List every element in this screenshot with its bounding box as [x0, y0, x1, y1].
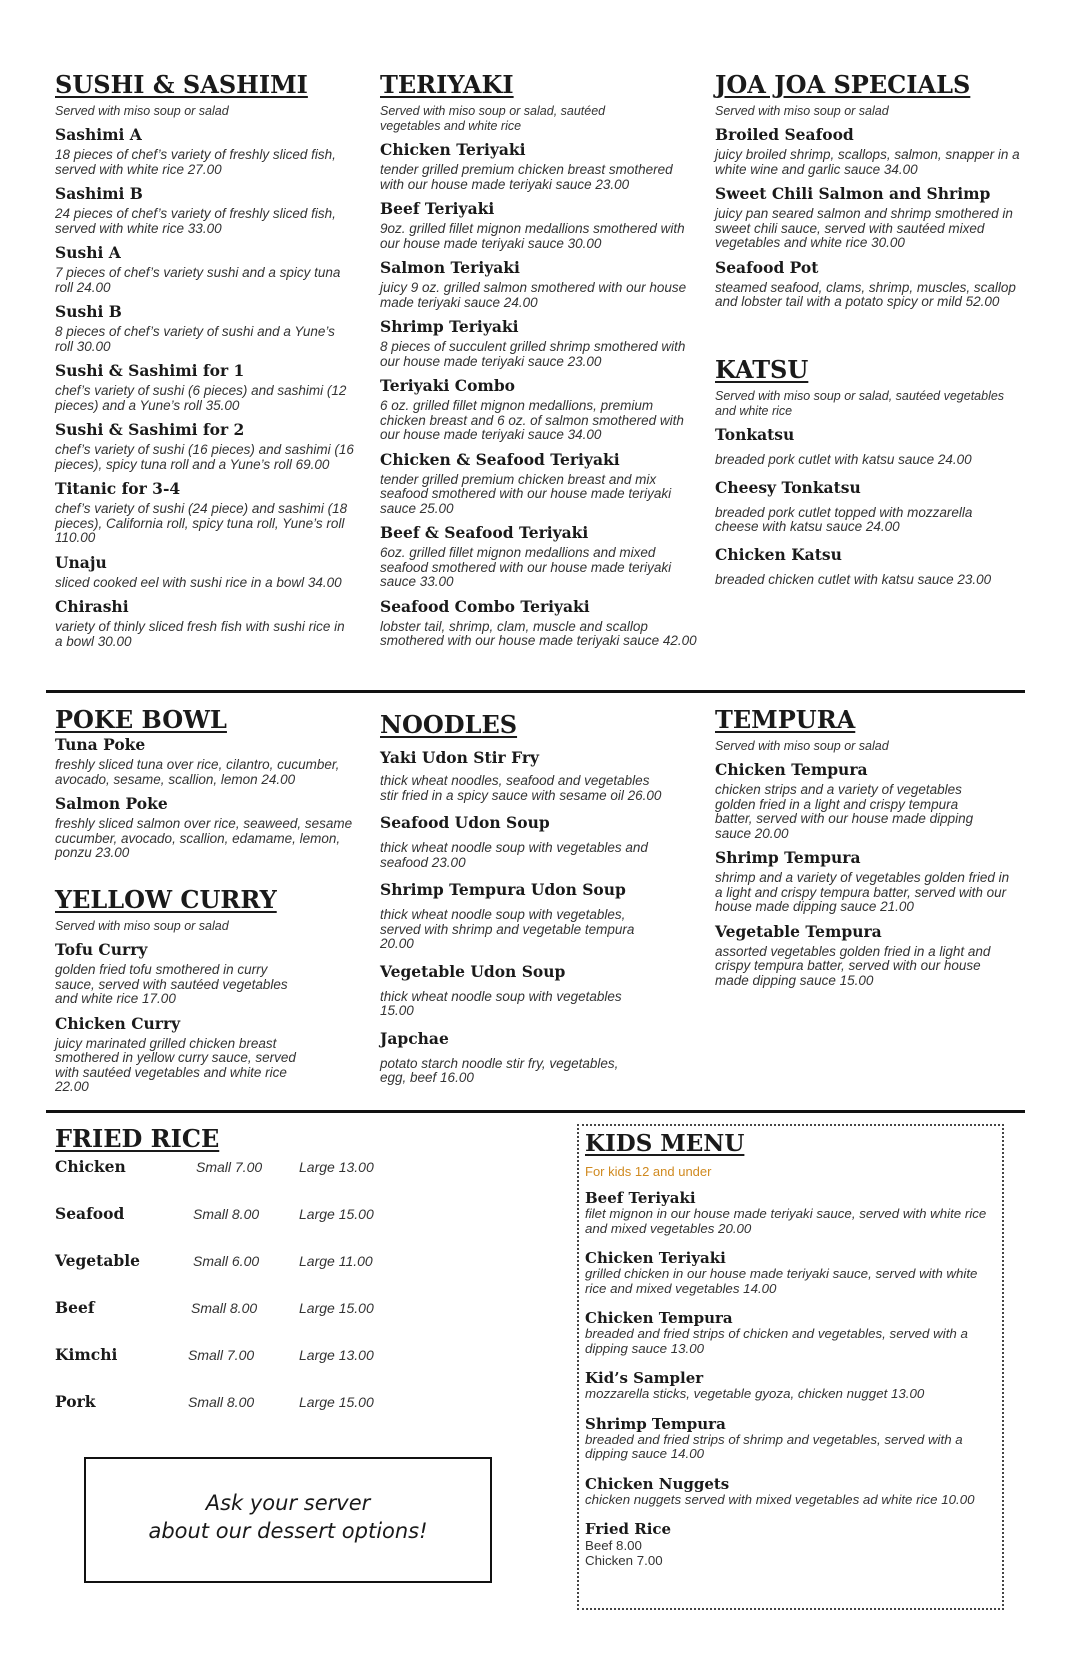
item-name: Teriyaki Combo [380, 376, 515, 395]
kids-menu-subtitle: For kids 12 and under [585, 1164, 712, 1179]
kids-menu-box [577, 1124, 1004, 1610]
menu-item [55, 1014, 310, 1095]
section-katsu [715, 355, 1027, 594]
menu-item [55, 302, 355, 354]
item-desc: breaded pork cutlet with katsu sauce 24.00 [715, 452, 972, 467]
menu-item [380, 523, 698, 590]
kids-item [585, 1250, 996, 1296]
fried-rice-row [55, 1204, 415, 1224]
item-name: Sashimi A [55, 125, 142, 144]
item-name: Chicken & Seafood Teriyaki [380, 449, 620, 469]
section-noodles [380, 710, 670, 1093]
item-desc: chef’s variety of sushi (16 pieces) and sashimi (16 pieces), spicy tuna roll and a Yune’s roll 69.00 [55, 442, 354, 472]
kids-fried-rice-beef: Beef 8.00 [585, 1538, 642, 1553]
menu-item [380, 450, 698, 517]
dessert-notice-box [84, 1457, 492, 1583]
fried-rice-large-price: Large 15.00 [299, 1206, 374, 1222]
item-desc: lobster tail, shrimp, clam, muscle and scallop smothered with our house made teriyaki sauce 42.00 [380, 618, 697, 648]
dessert-line-2: about our dessert options! [148, 1519, 428, 1543]
fried-rice-row [55, 1392, 415, 1412]
menu-item [380, 962, 670, 1019]
section-subtitle: Served with miso soup or salad, sautéed vegetables and white rice [380, 104, 606, 133]
item-desc: shrimp and a variety of vegetables golden fried in a light and crispy tempura batter, served with our house made dipping sauce 21.00 [715, 870, 1010, 914]
item-name: Unaju [55, 552, 107, 572]
item-desc: 9oz. grilled fillet mignon medallions smothered with our house made teriyaki sauce 30.00 [380, 221, 685, 251]
fried-rice-large-price: Large 13.00 [299, 1347, 374, 1363]
menu-item [380, 317, 698, 369]
menu-item [715, 922, 1015, 989]
section-title: KATSU [715, 355, 809, 384]
kids-item-fried-rice [585, 1521, 996, 1568]
item-desc: juicy broiled shrimp, scallops, salmon, snapper in a white wine and garlic sauce 34.00 [715, 147, 1020, 177]
item-name: Broiled Seafood [715, 125, 854, 144]
fried-rice-large-price: Large 15.00 [299, 1300, 374, 1316]
kids-item-name: Kid’s Sampler [585, 1369, 704, 1387]
item-name: Vegetable Tempura [715, 921, 882, 941]
item-desc: juicy pan seared salmon and shrimp smothered in sweet chili sauce, served with sautéed mixed vegetables and white rice 30.00 [715, 206, 1013, 250]
item-desc: thick wheat noodle soup with vegetables and seafood 23.00 [380, 840, 648, 870]
item-name: Shrimp Tempura [715, 848, 861, 867]
menu-item [380, 597, 698, 649]
kids-item-name: Chicken Nuggets [585, 1474, 730, 1493]
menu-item [715, 184, 1027, 251]
fried-rice-row [55, 1345, 415, 1365]
item-name: Yaki Udon Stir Fry [380, 748, 539, 767]
item-name: Chicken Katsu [715, 544, 842, 564]
kids-fried-rice-chicken: Chicken 7.00 [585, 1553, 663, 1568]
item-name: Beef & Seafood Teriyaki [380, 523, 589, 542]
dessert-line-1: Ask your server [205, 1491, 371, 1515]
fried-rice-small-price: Small 8.00 [193, 1206, 260, 1222]
menu-item [380, 376, 698, 443]
menu-item [380, 140, 698, 192]
item-desc: thick wheat noodles, seafood and vegetables stir fried in a spicy sauce with sesame oil 26.00 [380, 773, 662, 803]
fried-rice-large-price: Large 11.00 [299, 1253, 373, 1269]
section-divider [46, 690, 1025, 693]
kids-item-name: Chicken Tempura [585, 1309, 733, 1327]
menu-item [55, 940, 310, 1007]
item-desc: variety of thinly sliced fresh fish with sushi rice in a bowl 30.00 [55, 619, 345, 649]
fried-rice-name: Kimchi [55, 1345, 118, 1364]
item-desc: 18 pieces of chef’s variety of freshly sliced fish, served with white rice 27.00 [55, 147, 336, 177]
item-name: Titanic for 3-4 [55, 479, 181, 498]
item-name: Shrimp Tempura Udon Soup [380, 880, 626, 899]
fried-rice-large-price: Large 15.00 [299, 1394, 374, 1410]
item-desc: freshly sliced salmon over rice, seaweed, sesame cucumber, avocado, scallion, edamame, lemon, ponzu 23.00 [55, 816, 353, 860]
item-desc: sliced cooked eel with sushi rice in a bowl 34.00 [55, 574, 342, 590]
item-desc: 6oz. grilled fillet mignon medallions and mixed seafood smothered with our house made teriyaki sauce 33.00 [380, 545, 672, 589]
fried-rice-row [55, 1157, 415, 1177]
section-teriyaki [380, 70, 698, 656]
menu-item [55, 794, 355, 861]
kids-item-name: Beef Teriyaki [585, 1189, 696, 1207]
item-desc: golden fried tofu smothered in curry sauce, served with sautéed vegetables and white rice 17.00 [55, 962, 288, 1006]
section-title: SUSHI & SASHIMI [55, 70, 308, 99]
kids-item [585, 1190, 996, 1236]
item-name: Chicken Teriyaki [380, 140, 526, 159]
fried-rice-small-price: Small 8.00 [191, 1300, 258, 1316]
menu-item [55, 184, 355, 236]
item-desc: 8 pieces of chef’s variety of sushi and a Yune’s roll 30.00 [55, 324, 335, 354]
section-poke-bowl [55, 705, 355, 868]
fried-rice-name: Vegetable [55, 1251, 140, 1270]
fried-rice-name: Pork [55, 1392, 96, 1411]
menu-item [55, 735, 355, 787]
section-divider [46, 1110, 1025, 1113]
item-name: Tuna Poke [55, 735, 146, 754]
item-desc: assorted vegetables golden fried in a light and crispy tempura batter, served with our house made dipping sauce 15.00 [715, 943, 991, 988]
item-desc: 7 pieces of chef’s variety sushi and a spicy tuna roll 24.00 [55, 265, 341, 295]
item-desc: thick wheat noodle soup with vegetables, served with shrimp and vegetable tempura 20.00 [380, 907, 635, 951]
item-name: Sashimi B [55, 184, 143, 203]
item-name: Sushi B [55, 302, 122, 321]
menu-item [715, 425, 1027, 468]
fried-rice-title: FRIED RICE [55, 1124, 220, 1153]
kids-item-desc: grilled chicken in our house made teriyaki sauce, served with white rice and mixed vegetables 14.00 [585, 1266, 978, 1296]
kids-menu-title: KIDS MENU [585, 1130, 745, 1157]
section-subtitle: Served with miso soup or salad [715, 104, 889, 118]
fried-rice-name: Chicken [55, 1157, 126, 1176]
item-desc: 6 oz. grilled fillet mignon medallions, premium chicken breast and 6 oz. of salmon smothered with our house made teriyaki sauce 34.00 [380, 398, 684, 442]
item-desc: breaded pork cutlet topped with mozzarella cheese with katsu sauce 24.00 [715, 504, 973, 534]
item-name: Beef Teriyaki [380, 199, 495, 218]
kids-item-desc: breaded and fried strips of chicken and vegetables, served with a dipping sauce 13.00 [585, 1326, 968, 1356]
kids-item-name: Fried Rice [585, 1520, 672, 1538]
menu-item [55, 479, 355, 546]
menu-item [55, 420, 355, 472]
section-subtitle: Served with miso soup or salad, sautéed vegetables and white rice [715, 389, 1005, 418]
item-name: Seafood Udon Soup [380, 813, 550, 832]
kids-item-desc: filet mignon in our house made teriyaki sauce, served with white rice and mixed vegetables 20.00 [585, 1206, 987, 1236]
item-name: Chirashi [55, 597, 129, 616]
item-name: Vegetable Udon Soup [380, 961, 566, 981]
item-name: Seafood Pot [715, 257, 819, 277]
menu-item [715, 848, 1015, 915]
kids-item-name: Chicken Teriyaki [585, 1249, 726, 1267]
item-desc: juicy 9 oz. grilled salmon smothered with our house made teriyaki sauce 24.00 [380, 280, 687, 310]
menu-item [715, 125, 1027, 177]
item-name: Chicken Tempura [715, 760, 868, 779]
item-desc: thick wheat noodle soup with vegetables 15.00 [380, 988, 622, 1018]
menu-item [55, 597, 355, 649]
fried-rice-row [55, 1298, 415, 1318]
fried-rice-small-price: Small 7.00 [196, 1159, 263, 1175]
menu-item [55, 125, 355, 177]
item-name: Sushi A [55, 243, 121, 262]
item-desc: breaded chicken cutlet with katsu sauce 23.00 [715, 571, 992, 587]
menu-item [715, 760, 1015, 841]
item-desc: chicken strips and a variety of vegetables golden fried in a light and crispy tempura batter, served with our house made dipping sauce 20.00 [715, 782, 974, 841]
menu-item [55, 361, 355, 413]
item-name: Cheesy Tonkatsu [715, 477, 861, 497]
menu-item [715, 545, 1027, 588]
menu-item [380, 199, 698, 251]
item-name: Sushi & Sashimi for 1 [55, 361, 245, 380]
section-title: JOA JOA SPECIALS [715, 70, 971, 99]
section-subtitle: Served with miso soup or salad [55, 104, 229, 118]
item-name: Japchae [380, 1028, 449, 1048]
menu-item [380, 880, 670, 952]
fried-rice-small-price: Small 8.00 [188, 1394, 255, 1410]
kids-item-desc: breaded and fried strips of shrimp and vegetables, served with a dipping sauce 14.00 [585, 1431, 963, 1461]
item-desc: chef’s variety of sushi (6 pieces) and sashimi (12 pieces) and a Yune’s roll 35.00 [55, 383, 347, 413]
item-name: Shrimp Teriyaki [380, 317, 519, 336]
kids-item-name: Shrimp Tempura [585, 1414, 726, 1433]
item-desc: juicy marinated grilled chicken breast smothered in yellow curry sauce, served with sautéed vegetables and white rice 22.00 [55, 1035, 296, 1094]
menu-item [715, 258, 1027, 310]
section-specials [715, 70, 1027, 317]
fried-rice-small-price: Small 6.00 [193, 1253, 260, 1269]
item-name: Chicken Curry [55, 1013, 181, 1033]
menu-item [380, 748, 670, 803]
menu-item [380, 1029, 670, 1086]
fried-rice-name: Beef [55, 1298, 95, 1317]
section-subtitle: Served with miso soup or salad [715, 739, 889, 753]
kids-item [585, 1310, 996, 1356]
item-name: Salmon Poke [55, 794, 168, 813]
kids-item [585, 1370, 996, 1402]
kids-item-desc: chicken nuggets served with mixed vegetables ad white rice 10.00 [585, 1491, 975, 1507]
section-title: NOODLES [380, 710, 518, 739]
section-title: TEMPURA [715, 705, 856, 734]
section-title: TERIYAKI [380, 70, 514, 99]
section-yellow-curry [55, 885, 310, 1102]
item-desc: freshly sliced tuna over rice, cilantro, cucumber, avocado, sesame, scallion, lemon 24.00 [55, 757, 340, 787]
menu-item [380, 258, 698, 310]
section-subtitle: Served with miso soup or salad [55, 919, 229, 933]
item-name: Seafood Combo Teriyaki [380, 596, 590, 616]
item-name: Salmon Teriyaki [380, 258, 520, 277]
kids-item-desc: mozzarella sticks, vegetable gyoza, chicken nugget 13.00 [585, 1386, 925, 1401]
item-desc: steamed seafood, clams, shrimp, muscles, scallop and lobster tail with a potato spicy or mild 52.00 [715, 279, 1016, 309]
fried-rice-large-price: Large 13.00 [299, 1159, 374, 1175]
item-name: Sweet Chili Salmon and Shrimp [715, 184, 991, 203]
menu-item [715, 478, 1027, 535]
section-sushi-sashimi [55, 70, 355, 656]
item-desc: 8 pieces of succulent grilled shrimp smothered with our house made teriyaki sauce 23.00 [380, 339, 686, 369]
item-desc: chef’s variety of sushi (24 piece) and sashimi (18 pieces), California roll, spicy tuna roll, Yune’s roll 110.00 [55, 501, 348, 545]
section-title: YELLOW CURRY [55, 885, 277, 914]
item-name: Tofu Curry [55, 940, 148, 959]
kids-item [585, 1476, 996, 1508]
item-desc: 24 pieces of chef’s variety of freshly sliced fish, served with white rice 33.00 [55, 206, 336, 236]
section-title: POKE BOWL [55, 705, 227, 734]
fried-rice-name: Seafood [55, 1204, 125, 1223]
kids-item [585, 1416, 996, 1462]
item-desc: potato starch noodle stir fry, vegetables, egg, beef 16.00 [380, 1055, 619, 1085]
menu-item [55, 553, 355, 591]
item-desc: tender grilled premium chicken breast smothered with our house made teriyaki sauce 23.00 [380, 162, 673, 192]
item-name: Tonkatsu [715, 425, 795, 444]
item-desc: tender grilled premium chicken breast and mix seafood smothered with our house made teriyaki sauce 25.00 [380, 471, 672, 516]
menu-item [380, 813, 670, 870]
fried-rice-row [55, 1251, 415, 1271]
fried-rice-small-price: Small 7.00 [188, 1347, 255, 1363]
section-tempura [715, 705, 1015, 995]
menu-item [55, 243, 355, 295]
item-name: Sushi & Sashimi for 2 [55, 420, 245, 439]
